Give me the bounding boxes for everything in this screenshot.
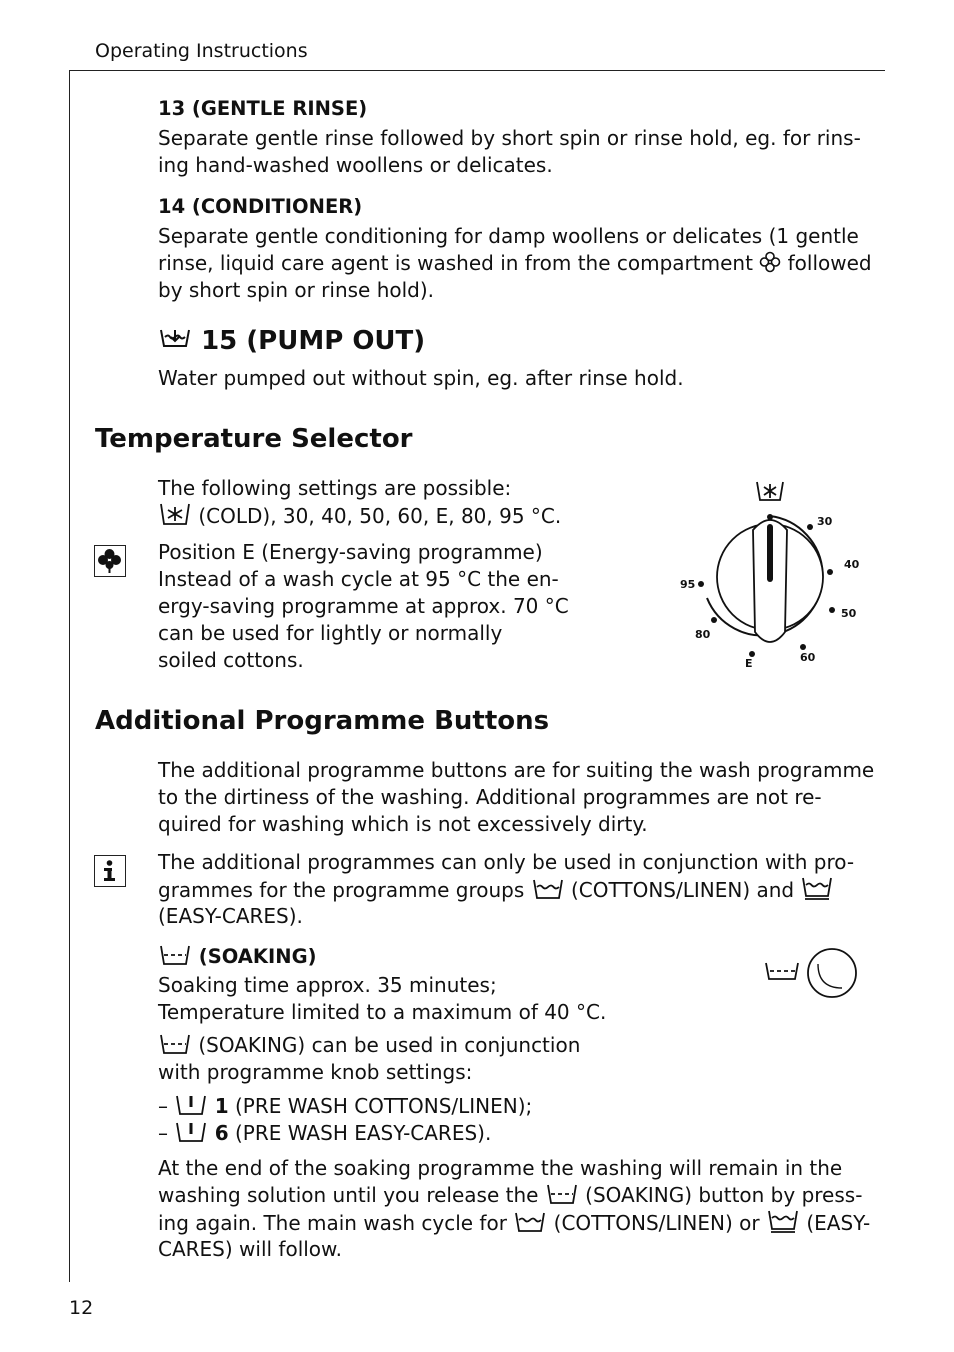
soaking-heading-row (158, 944, 317, 971)
list-text-2: (PRE WASH EASY-CARES). (235, 1121, 492, 1145)
pre-wash-icon (174, 1094, 208, 1123)
info-icon (94, 855, 126, 887)
list-text-1: (PRE WASH COTTONS/LINEN); (235, 1094, 533, 1118)
dial-dot-cold (767, 514, 773, 520)
running-title: Operating Instructions (95, 40, 308, 62)
temperature-intro: The following settings are possible: (158, 476, 512, 500)
additional-buttons-heading: Additional Programme Buttons (95, 706, 550, 736)
list-dash-1: – (158, 1094, 168, 1118)
energy-text-3: ergy-saving programme at approx. 70 °C (158, 594, 569, 618)
soaking-end-2b: (SOAKING) button by press- (585, 1183, 863, 1207)
energy-text-5: soiled cottons. (158, 648, 304, 672)
soaking-button-figure (762, 946, 860, 1000)
info-text-2a: grammes for the programme groups (158, 878, 525, 902)
info-text-2b: (COTTONS/LINEN) and (571, 878, 795, 902)
dial-label-40: 40 (844, 558, 860, 571)
additional-intro-2: to the dirtiness of the washing. Additional programmes are not re- (158, 785, 822, 809)
soaking-end-2 (158, 1182, 862, 1212)
dial-cold-icon (757, 482, 783, 500)
dial-dot-95 (698, 581, 704, 587)
temperature-selector-heading: Temperature Selector (95, 424, 413, 454)
temperature-settings-row (158, 502, 561, 533)
gentle-rinse-text-2: ing hand-washed woollens or delicates. (158, 153, 553, 177)
gentle-rinse-text-1: Separate gentle rinse followed by short spin or rinse hold, eg. for rins- (158, 126, 861, 150)
soaking-text-2: Temperature limited to a maximum of 40 °C. (158, 1000, 607, 1024)
soaking-icon (158, 944, 192, 971)
list-number-2: 6 (214, 1121, 229, 1145)
easy-cares-icon (800, 876, 834, 907)
additional-intro-3: quired for washing which is not excessively dirty. (158, 812, 648, 836)
header-rule (69, 70, 885, 71)
info-text-3: (EASY-CARES). (158, 904, 303, 928)
soaking-text-1: Soaking time approx. 35 minutes; (158, 973, 497, 997)
temperature-dial-figure (670, 472, 870, 672)
soaking-end-3b: (COTTONS/LINEN) or (553, 1211, 760, 1235)
dial-label-60: 60 (800, 651, 816, 664)
dial-label-30: 30 (817, 515, 833, 528)
cold-wash-icon (158, 502, 192, 533)
easy-cares-icon (766, 1209, 800, 1240)
conditioner-text-3: by short spin or rinse hold). (158, 278, 435, 302)
conditioner-flower-icon (759, 251, 781, 280)
pump-out-text: Water pumped out without spin, eg. after rinse hold. (158, 366, 684, 390)
soaking-heading: (SOAKING) (198, 945, 317, 968)
energy-text-1: Position E (Energy-saving programme) (158, 540, 543, 564)
dial-pointer-line (767, 524, 773, 582)
soaking-icon-inline (158, 1033, 192, 1062)
temperature-settings: (COLD), 30, 40, 50, 60, E, 80, 95 °C. (198, 504, 562, 528)
energy-text-4: can be used for lightly or normally (158, 621, 503, 645)
environment-tip-icon (94, 545, 126, 577)
dial-label-80: 80 (695, 628, 711, 641)
list-number-1: 1 (214, 1094, 229, 1118)
cottons-linen-icon (531, 878, 565, 907)
pump-out-icon (158, 326, 192, 359)
pump-out-heading: 15 (PUMP OUT) (201, 326, 426, 356)
soaking-end-3c: (EASY- (806, 1211, 871, 1235)
conditioner-text-2 (158, 250, 872, 280)
list-dash-2: – (158, 1121, 168, 1145)
additional-intro-1: The additional programme buttons are for suiting the wash programme (158, 758, 875, 782)
dial-dot-80 (711, 617, 717, 623)
soaking-button-circle (808, 949, 856, 997)
dial-label-95: 95 (680, 578, 696, 591)
pump-out-heading-row (158, 326, 425, 359)
energy-text-2: Instead of a wash cycle at 95 °C the en- (158, 567, 559, 591)
soaking-list-item-2 (158, 1120, 491, 1150)
page-number: 12 (69, 1297, 94, 1319)
conditioner-heading: 14 (CONDITIONER) (158, 195, 363, 218)
dial-dot-30 (807, 524, 813, 530)
soaking-icon-inline (545, 1183, 579, 1212)
dial-dot-50 (829, 607, 835, 613)
conditioner-text-2b: followed (787, 251, 872, 275)
conditioner-text-2a: rinse, liquid care agent is washed in from the compartment (158, 251, 753, 275)
soaking-list-item-1 (158, 1093, 532, 1123)
soaking-usage-1-text: (SOAKING) can be used in conjunction (198, 1033, 581, 1057)
soaking-end-4: CARES) will follow. (158, 1237, 342, 1261)
gentle-rinse-heading: 13 (GENTLE RINSE) (158, 97, 368, 120)
dial-label-e: E (745, 657, 753, 670)
dial-dot-40 (827, 569, 833, 575)
dial-label-50: 50 (841, 607, 857, 620)
soaking-end-2a: washing solution until you release the (158, 1183, 539, 1207)
soaking-usage-1 (158, 1032, 580, 1062)
soaking-usage-2: with programme knob settings: (158, 1060, 473, 1084)
margin-rule (69, 70, 70, 1282)
soaking-end-3a: ing again. The main wash cycle for (158, 1211, 507, 1235)
cottons-linen-icon (513, 1211, 547, 1240)
pre-wash-icon (174, 1121, 208, 1150)
info-text-1: The additional programmes can only be used in conjunction with pro- (158, 850, 855, 874)
dial-dot-60 (800, 644, 806, 650)
soaking-end-1: At the end of the soaking programme the washing will remain in the (158, 1156, 843, 1180)
conditioner-text-1: Separate gentle conditioning for damp woollens or delicates (1 gentle (158, 224, 859, 248)
